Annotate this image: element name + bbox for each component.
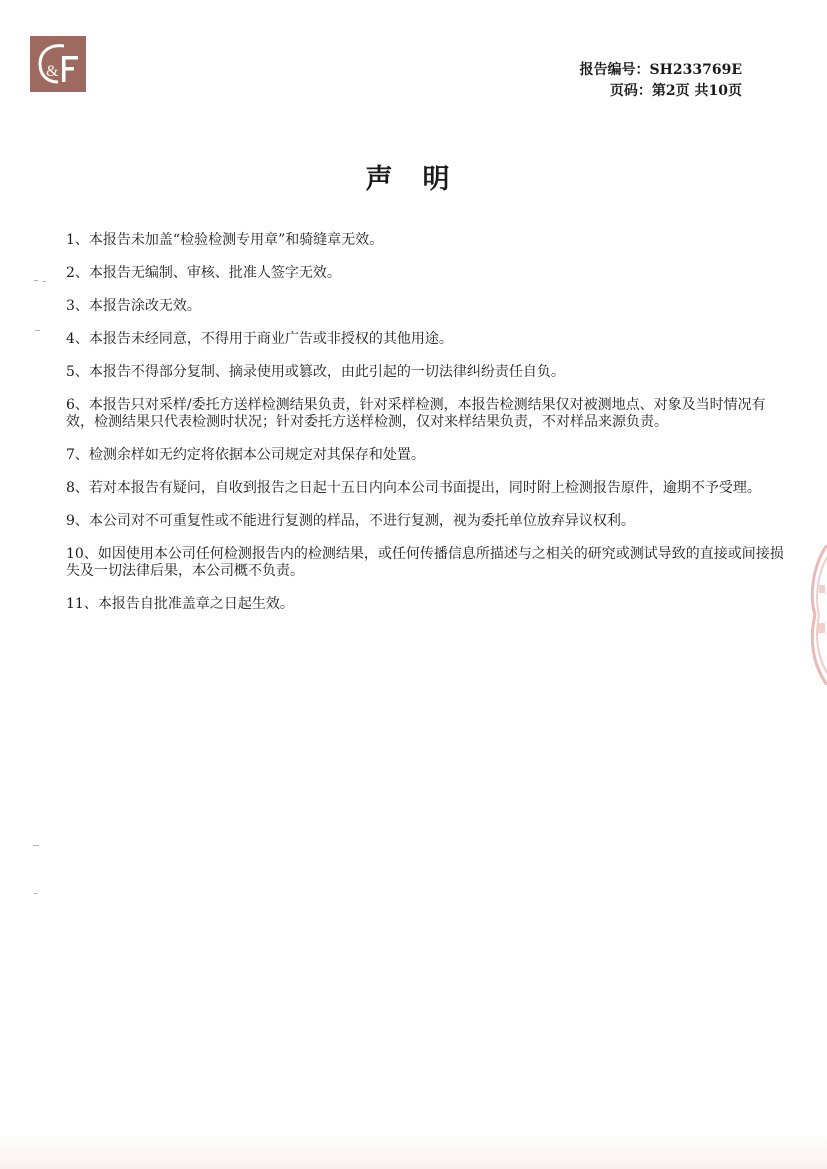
scan-artifact xyxy=(34,893,37,894)
statement-item: 9、本公司对不可重复性或不能进行复测的样品，不进行复测，视为委托单位放弃异议权利。 xyxy=(66,513,635,529)
statement-item: 6、本报告只对采样/委托方送样检测结果负责，针对采样检测，本报告检测结果仅对被测地点、对象及当时情况有效，检测结果只代表检测时状况；针对委托方送样检测，仅对来样结果负责，不对样品来源负责。 xyxy=(66,397,766,430)
scan-bottom-edge xyxy=(0,1133,827,1169)
scan-artifact xyxy=(33,845,39,846)
svg-text:&: & xyxy=(46,63,59,80)
statement-item: 10、如因使用本公司任何检测报告内的检测结果，或任何传播信息所描述与之相关的研究或测试导致的直接或间接损失及一切法律后果，本公司概不负责。 xyxy=(66,546,784,579)
scan-artifact xyxy=(43,281,46,282)
statement-item: 11、本报告自批准盖章之日起生效。 xyxy=(66,596,294,612)
seam-stamp-icon xyxy=(805,545,827,685)
af-logo-icon xyxy=(30,36,86,92)
company-logo xyxy=(30,36,86,92)
scan-artifact xyxy=(35,330,40,331)
statement-item: 1、本报告未加盖“检验检测专用章”和骑缝章无效。 xyxy=(66,232,384,248)
statement-item: 8、若对本报告有疑问，自收到报告之日起十五日内向本公司书面提出，同时附上检测报告原件，逾期不予受理。 xyxy=(66,480,761,496)
statement-item: 7、检测余样如无约定将依据本公司规定对其保存和处置。 xyxy=(66,447,425,463)
statement-item: 4、本报告未经同意，不得用于商业广告或非授权的其他用途。 xyxy=(66,331,453,347)
page-title: 声明 xyxy=(365,164,480,195)
scan-artifact xyxy=(34,280,38,281)
statement-list xyxy=(66,232,786,629)
statement-item: 5、本报告不得部分复制、摘录使用或篡改，由此引起的一切法律纠纷责任自负。 xyxy=(66,364,565,380)
report-number: 报告编号：SH233769E xyxy=(579,62,742,78)
statement-item: 2、本报告无编制、审核、批准人签字无效。 xyxy=(66,265,341,281)
report-header-info xyxy=(580,60,742,102)
page-number: 页码：第2页 共10页 xyxy=(609,83,742,99)
statement-item: 3、本报告涂改无效。 xyxy=(66,298,201,314)
